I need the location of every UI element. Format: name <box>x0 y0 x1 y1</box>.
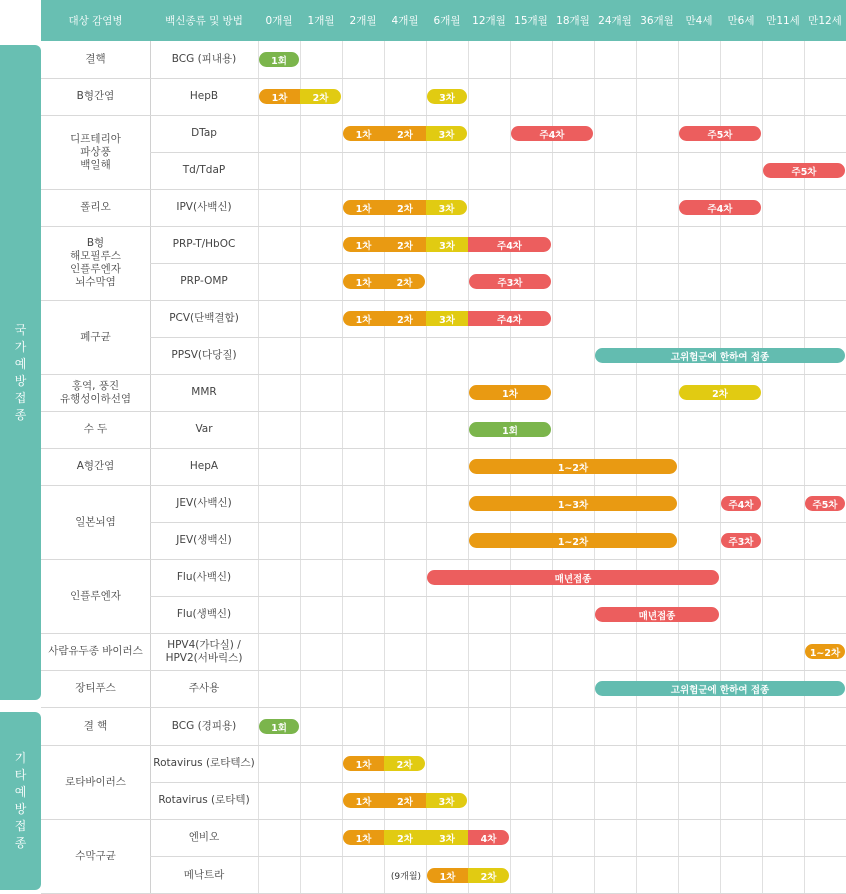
schedule-bar: 2차 <box>384 126 426 141</box>
schedule-bar: 2차 <box>300 89 341 104</box>
schedule-bar: 매년접종 <box>595 607 719 622</box>
schedule-bar: 주5차 <box>763 163 845 178</box>
header-age: 4개월 <box>384 0 426 41</box>
schedule-bar: 2차 <box>679 385 761 400</box>
section-label-char: 종 <box>14 407 27 422</box>
schedule-bar: 고위험군에 한하여 접종 <box>595 348 845 363</box>
section-label-char: 방 <box>14 373 27 388</box>
schedule-bar: 1차 <box>343 311 384 326</box>
schedule-bar: 1차 <box>427 868 468 883</box>
schedule-bar: 주4차 <box>511 126 593 141</box>
schedule-bar: 주4차 <box>679 200 761 215</box>
header-age: 6개월 <box>426 0 468 41</box>
vaccine-name: JEV(사백신) <box>176 497 232 509</box>
schedule-bar: 2차 <box>384 274 425 289</box>
schedule-bar: 1~2차 <box>469 533 677 548</box>
vaccine-name: PRP-T/HbOC <box>172 238 236 250</box>
section-label <box>0 45 41 700</box>
vaccine-name: Rotavirus (로타텍) <box>158 794 250 806</box>
disease-name: 수 두 <box>83 423 108 435</box>
schedule-bar: 주4차 <box>468 237 551 252</box>
vaccine-name: BCG (피내용) <box>171 53 237 65</box>
schedule-bar: 1회 <box>469 422 551 437</box>
header-age: 2개월 <box>342 0 384 41</box>
disease-name: B형 해모필루스 인플루엔자 뇌수막염 <box>70 237 121 288</box>
disease-name: 결핵 <box>85 53 106 65</box>
section-label-char: 가 <box>14 339 27 354</box>
disease-name: 인플루엔자 <box>70 589 121 602</box>
disease-name: 일본뇌염 <box>75 515 116 528</box>
vaccine-name: 엔비오 <box>188 831 220 843</box>
schedule-bar: 3차 <box>426 126 467 141</box>
vaccine-name: Flu(사백신) <box>176 571 232 583</box>
section-label-char: 예 <box>14 785 27 799</box>
section-label-char: 국 <box>14 322 27 337</box>
schedule-bar: 주5차 <box>679 126 761 141</box>
vaccine-name: DTap <box>191 127 217 139</box>
schedule-bar: 3차 <box>426 200 467 215</box>
vaccine-name: Flu(생백신) <box>176 608 232 620</box>
disease-name: 로타바이러스 <box>65 775 126 788</box>
vaccine-name: Var <box>195 423 213 435</box>
vaccine-name: 주사용 <box>188 682 220 694</box>
grid-vline <box>258 41 259 894</box>
schedule-bar: 1차 <box>343 237 384 252</box>
schedule-bar: 1차 <box>343 793 384 808</box>
schedule-bar: 1~2차 <box>469 459 677 474</box>
schedule-bar: 매년접종 <box>427 570 719 585</box>
schedule-bar: 1차 <box>259 89 300 104</box>
schedule-bar: 1~2차 <box>805 644 845 659</box>
schedule-bar: 2차 <box>384 200 426 215</box>
section-label-char: 접 <box>14 819 27 833</box>
schedule-bar: 1차 <box>469 385 551 400</box>
schedule-bar: 1~3차 <box>469 496 677 511</box>
disease-name: 결 핵 <box>83 719 108 732</box>
schedule-bar: 주5차 <box>805 496 845 511</box>
header-age: 만4세 <box>678 0 720 41</box>
schedule-bar: 2차 <box>468 868 509 883</box>
header-age: 24개월 <box>594 0 636 41</box>
schedule-bar: 2차 <box>384 311 426 326</box>
vaccine-name: PRP-OMP <box>180 275 228 287</box>
vaccine-name: Rotavirus (로타텍스) <box>153 757 255 769</box>
schedule-bar: 1회 <box>259 52 299 67</box>
header-age: 만11세 <box>762 0 804 41</box>
schedule-bar: 2차 <box>384 237 426 252</box>
vaccine-name: 메낙트라 <box>183 868 225 881</box>
disease-name: A형간염 <box>76 460 115 472</box>
grid-vline <box>678 41 679 894</box>
header-age: 1개월 <box>300 0 342 41</box>
vaccine-name: PCV(단백결합) <box>169 312 239 324</box>
vaccine-name: PPSV(다당질) <box>171 349 237 361</box>
schedule-bar: 1차 <box>343 830 384 845</box>
section-label-char: 방 <box>14 802 27 816</box>
header-age: 만12세 <box>804 0 846 41</box>
disease-name: 수막구균 <box>75 850 116 862</box>
schedule-bar: 1차 <box>343 756 384 771</box>
grid-vline <box>426 41 427 894</box>
disease-name: 사람유두종 바이러스 <box>48 645 143 657</box>
grid-vline <box>720 41 721 894</box>
disease-name: 폴리오 <box>80 201 111 213</box>
schedule-bar: 주4차 <box>721 496 761 511</box>
schedule-bar: 3차 <box>426 793 467 808</box>
schedule-bar: 1차 <box>343 274 384 289</box>
vaccine-name: JEV(생백신) <box>176 534 232 546</box>
header-age: 36개월 <box>636 0 678 41</box>
schedule-bar: 3차 <box>427 89 467 104</box>
schedule-bar: 3차 <box>426 830 468 845</box>
vaccine-name: MMR <box>191 386 217 398</box>
schedule-bar: 고위험군에 한하여 접종 <box>595 681 845 696</box>
vaccine-name: BCG (경피용) <box>171 719 237 732</box>
schedule-bar: 2차 <box>384 756 425 771</box>
disease-name: 홍역, 풍진 유행성이하선염 <box>59 379 131 405</box>
section-label <box>0 712 41 890</box>
header-vaccine: 백신종류 및 방법 <box>150 0 258 41</box>
header-age: 15개월 <box>510 0 552 41</box>
schedule-bar: 주4차 <box>468 311 551 326</box>
section-label-char: 타 <box>14 768 27 782</box>
header-age: 만6세 <box>720 0 762 41</box>
vaccine-name: HepA <box>189 460 219 472</box>
disease-name: 디프테리아 파상풍 백일해 <box>70 132 121 171</box>
schedule-note: (9개월) <box>390 872 422 882</box>
section-label-char: 기 <box>14 751 27 765</box>
schedule-bar: 4차 <box>468 830 509 845</box>
schedule-bar: 2차 <box>384 830 426 845</box>
disease-name: 폐구균 <box>80 330 111 343</box>
schedule-bar: 주3차 <box>469 274 551 289</box>
vaccine-name: HepB <box>189 90 219 102</box>
vaccine-name: IPV(사백신) <box>176 201 232 213</box>
header-disease: 대상 감염병 <box>41 0 150 41</box>
schedule-bar: 주3차 <box>721 533 761 548</box>
section-label-char: 종 <box>14 836 27 850</box>
schedule-bar: 1차 <box>343 200 384 215</box>
header-age: 12개월 <box>468 0 510 41</box>
disease-name: 장티푸스 <box>75 682 116 694</box>
section-label-char: 예 <box>14 356 27 371</box>
vaccine-name: HPV4(가다실) / HPV2(서바릭스) <box>165 638 243 664</box>
header-age: 18개월 <box>552 0 594 41</box>
schedule-bar: 1차 <box>343 126 384 141</box>
schedule-bar: 3차 <box>426 237 468 252</box>
schedule-bar: 1회 <box>259 719 299 734</box>
disease-name: B형간염 <box>76 90 115 102</box>
vaccine-name: Td/TdaP <box>182 164 226 176</box>
grid-vline <box>300 41 301 894</box>
schedule-bar: 2차 <box>384 793 426 808</box>
schedule-bar: 3차 <box>426 311 468 326</box>
header-age: 0개월 <box>258 0 300 41</box>
section-label-char: 접 <box>14 390 27 405</box>
